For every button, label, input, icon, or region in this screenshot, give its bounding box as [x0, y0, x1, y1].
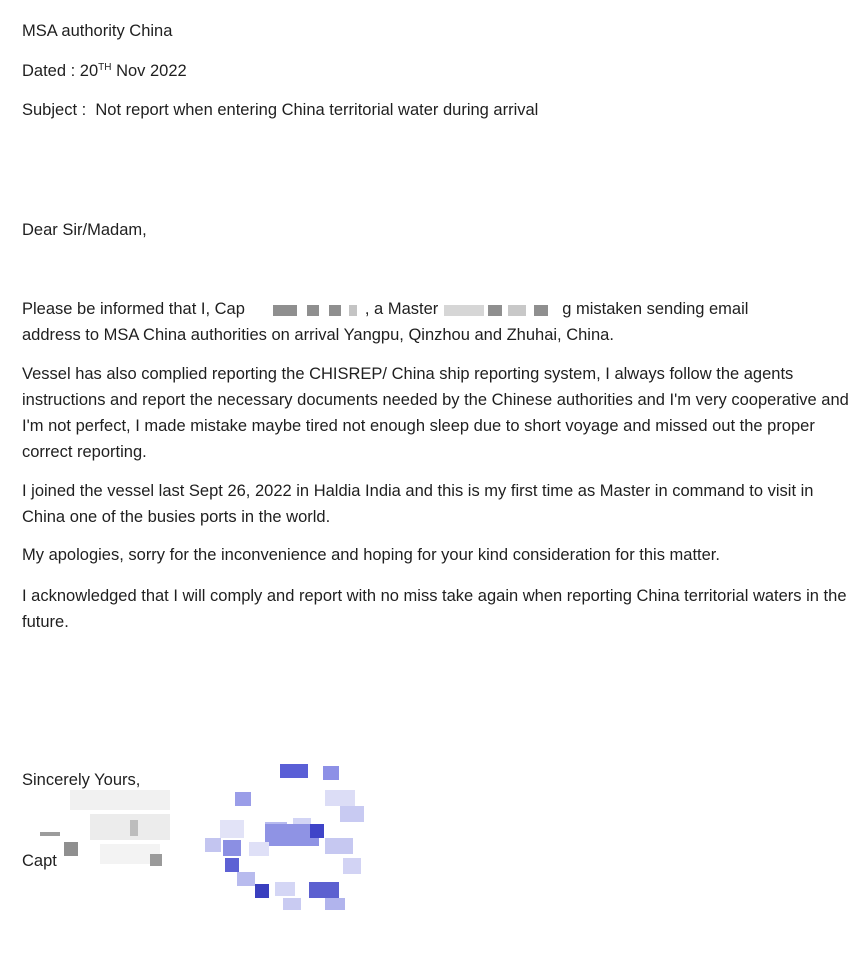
paragraph-3: I joined the vessel last Sept 26, 2022 in Haldia India and this is my first time as Master in command to visit in China one of the busies ports in the world.	[22, 482, 814, 526]
paragraph-4: My apologies, sorry for the inconvenience and hoping for your kind consideration for this matter.	[22, 546, 720, 564]
redacted-stamp	[205, 762, 375, 912]
paragraph-5: I acknowledged that I will comply and report with no miss take again when reporting China territorial waters in the future.	[22, 587, 847, 631]
valediction: Sincerely Yours,	[22, 771, 141, 789]
p1-text-1: Please be informed that I, Cap	[22, 300, 245, 318]
p1-text-2: , a Master	[364, 300, 439, 318]
recipient-line: MSA authority China	[22, 22, 173, 40]
paragraph-2: Vessel has also complied reporting the CHISREP/ China ship reporting system, I always follow the agents instructions and report the necessary documents needed by the Chinese authorities and I'm very cooperative and I'm not perfect, I made mistake maybe tired not enough sleep due to short voyage and missed out the proper correct reporting.	[22, 365, 849, 461]
subject-text: Not report when entering China territorial water during arrival	[95, 101, 539, 119]
paragraph-1-line-2: address to MSA China authorities on arrival Yangpu, Qinzhou and Zhuhai, China.	[22, 326, 614, 344]
redacted-vessel	[438, 302, 562, 318]
date-line	[22, 58, 187, 84]
date-prefix: Dated : 20	[22, 62, 99, 80]
date-suffix: Nov 2022	[111, 62, 187, 80]
p1-text-3: g mistaken sending email	[562, 300, 749, 318]
subject-label: Subject :	[22, 101, 87, 119]
paragraph-1-line-1	[22, 296, 748, 322]
signatory-title: Capt	[22, 852, 57, 870]
redacted-name	[245, 302, 365, 318]
salutation: Dear Sir/Madam,	[22, 221, 147, 239]
subject-line	[22, 97, 538, 123]
date-superscript: TH	[98, 62, 112, 73]
